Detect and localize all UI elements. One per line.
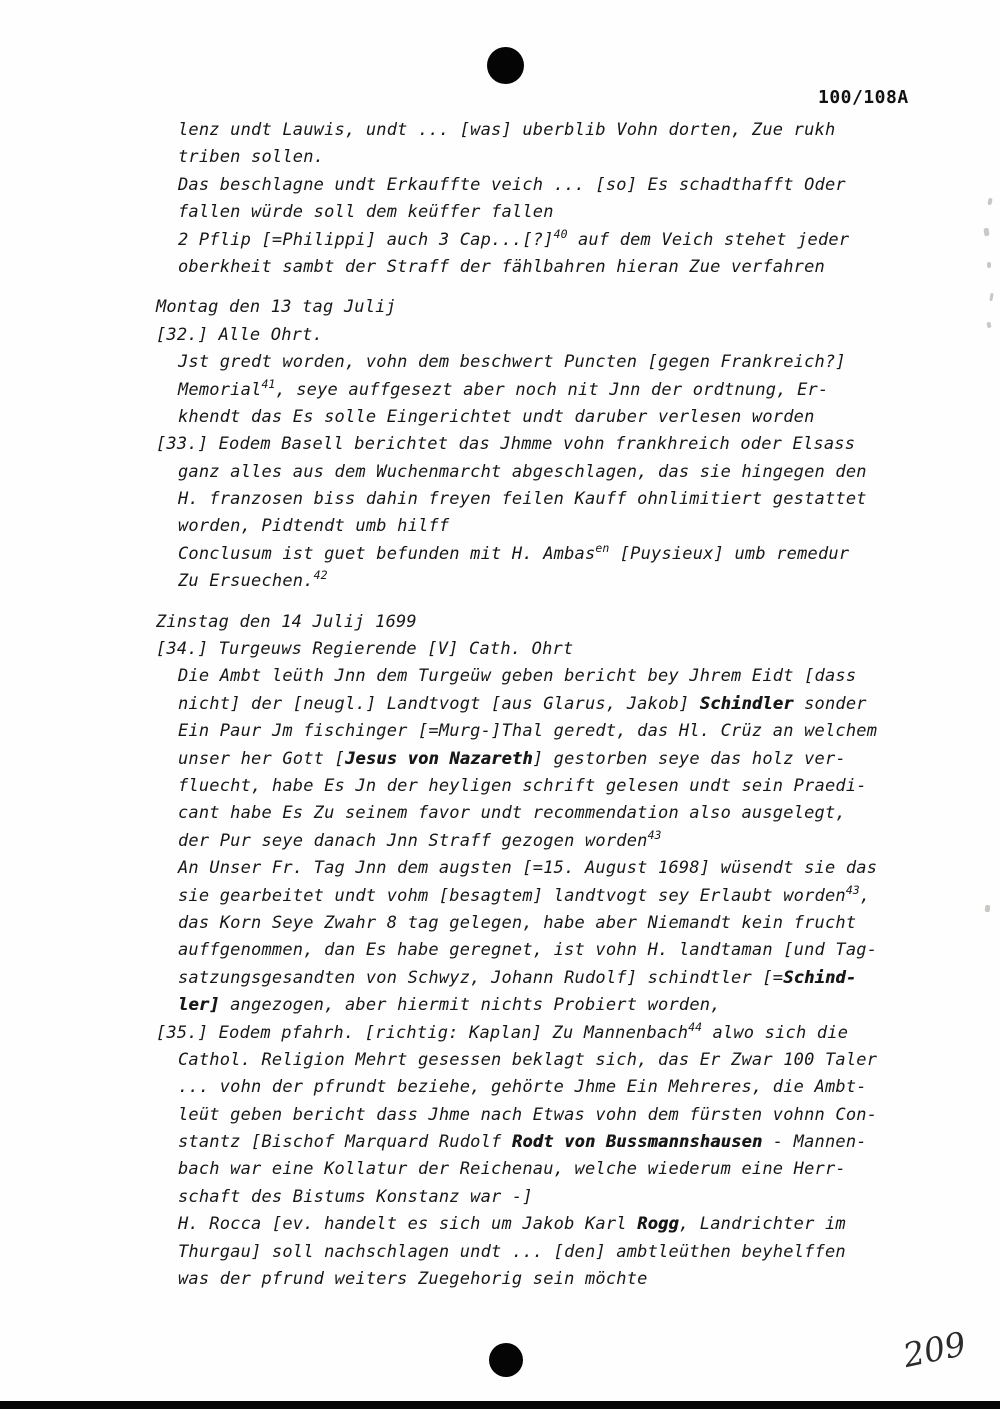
- text-segment: fluecht, habe Es Jn der heyligen schrift gelesen undt sein Praedi-: [178, 775, 867, 796]
- scan-edge-strip: [0, 1401, 1000, 1409]
- text-segment: [32.] Alle Ohrt.: [156, 324, 323, 345]
- text-segment: bach war eine Kollatur der Reichenau, welche wiederum eine Herr-: [178, 1159, 846, 1180]
- text-segment: Schind-: [783, 967, 857, 988]
- text-line: [156, 172, 956, 199]
- text-segment: ] gestorben seye das holz ver-: [532, 748, 846, 769]
- text-block: [156, 117, 956, 281]
- text-line: [156, 992, 956, 1019]
- text-segment: sonder: [793, 693, 867, 714]
- text-segment: lenz undt Lauwis, undt ... [was] uberblib Vohn dorten, Zue rukh: [178, 120, 836, 140]
- text-segment: 2 Pflip [=Philippi] auch 3 Cap...[?]: [178, 229, 554, 250]
- footnote-marker: 43: [845, 882, 860, 897]
- footnote-marker: 43: [647, 827, 662, 842]
- text-line: [156, 1129, 956, 1156]
- footnote-marker: 41: [261, 376, 276, 391]
- text-segment: oberkheit sambt der Straff der fählbahren hieran Zue verfahren: [178, 256, 825, 277]
- text-segment: Zinstag den 14 Julij 1699: [156, 611, 417, 632]
- text-segment: [Puysieux] umb remedur: [609, 543, 850, 564]
- text-segment: nicht] der [neugl.] Landtvogt [aus Glarus, Jakob]: [178, 693, 700, 714]
- text-segment: leüt geben bericht dass Jhme nach Etwas vohn dem fürsten vohnn Con-: [178, 1104, 878, 1125]
- text-line: [156, 1102, 956, 1129]
- text-segment: stantz [Bischof Marquard Rudolf: [178, 1132, 512, 1153]
- text-segment: Das beschlagne undt Erkauffte veich ... [so] Es schadthafft Oder: [178, 174, 846, 195]
- text-line: [156, 663, 956, 690]
- text-segment: Cathol. Religion Mehrt gesessen beklagt sich, das Er Zwar 100 Taler: [178, 1049, 878, 1070]
- text-segment: der Pur seye danach Jnn Straff gezogen worden: [178, 830, 648, 851]
- text-segment: worden, Pidtendt umb hilff: [178, 516, 450, 537]
- text-line: [156, 144, 956, 171]
- text-segment: sie gearbeitet undt vohm [besagtem] landtvogt sey Erlaubt worden: [178, 885, 846, 906]
- text-segment: H. Rocca [ev. handelt es sich um Jakob Karl: [178, 1214, 638, 1235]
- text-line: [156, 322, 956, 349]
- text-segment: Jesus von Nazareth: [344, 748, 533, 769]
- scan-speck: [987, 262, 991, 268]
- text-segment: Montag den 13 tag Julij: [156, 297, 397, 318]
- text-line: [156, 965, 956, 992]
- text-segment: was der pfrund weiters Zuegehorig sein möchte: [178, 1269, 648, 1290]
- text-line: [156, 883, 956, 910]
- text-line: [156, 513, 956, 540]
- scan-speck: [985, 905, 991, 912]
- text-segment: schaft des Bistums Konstanz war -]: [178, 1186, 533, 1207]
- text-line: [156, 377, 956, 404]
- text-line: [156, 1211, 956, 1238]
- document-text: [156, 117, 956, 1293]
- text-line: [156, 718, 956, 745]
- text-line: [156, 1020, 956, 1047]
- text-segment: alwo sich die: [702, 1022, 849, 1043]
- text-line: [156, 910, 956, 937]
- footnote-marker: 42: [313, 568, 328, 583]
- scan-speck: [987, 198, 993, 206]
- text-segment: Zu Ersuechen.: [178, 571, 314, 592]
- text-line: [156, 800, 956, 827]
- text-segment: Die Ambt leüth Jnn dem Turgeüw geben bericht bey Jhrem Eidt [dass: [178, 666, 857, 687]
- footnote-marker: 40: [553, 226, 568, 241]
- text-segment: ... vohn der pfrundt beziehe, gehörte Jhme Ein Mehreres, die Ambt-: [178, 1077, 867, 1098]
- text-line: [156, 855, 956, 882]
- text-line: [156, 199, 956, 226]
- text-segment: khendt das Es solle Eingerichtet undt daruber verlesen worden: [178, 406, 815, 427]
- text-segment: auf dem Veich stehet jeder: [567, 229, 850, 250]
- text-segment: Rogg: [637, 1214, 679, 1235]
- text-segment: fallen würde soll dem keüffer fallen: [178, 202, 554, 223]
- text-segment: angezogen, aber hiermit nichts Probiert worden,: [219, 995, 721, 1016]
- text-line: [156, 541, 956, 568]
- text-segment: Thurgau] soll nachschlagen undt ... [den] ambtleüthen beyhelffen: [178, 1241, 846, 1262]
- text-segment: Conclusum ist guet befunden mit H. Ambas: [178, 543, 596, 564]
- text-segment: - Mannen-: [762, 1132, 867, 1153]
- punch-hole-top: [487, 47, 524, 84]
- text-line: [156, 294, 956, 321]
- footnote-marker: 44: [688, 1019, 703, 1034]
- text-segment: triben sollen.: [178, 147, 325, 168]
- text-segment: das Korn Seye Zwahr 8 tag gelegen, habe aber Niemandt kein frucht: [178, 912, 857, 933]
- text-line: [156, 568, 956, 595]
- text-segment: satzungsgesandten von Schwyz, Johann Rudolf] schindtler [=: [178, 967, 784, 988]
- text-segment: , Landrichter im: [678, 1214, 846, 1235]
- text-segment: Schindler: [699, 693, 794, 714]
- text-line: [156, 404, 956, 431]
- text-line: [156, 1156, 956, 1183]
- text-line: [156, 1074, 956, 1101]
- text-line: [156, 349, 956, 376]
- scan-speck: [986, 322, 991, 329]
- text-segment: auffgenommen, dan Es habe geregnet, ist vohn H. landtaman [und Tag-: [178, 940, 878, 961]
- text-segment: cant habe Es Zu seinem favor undt recommendation also ausgelegt,: [178, 803, 846, 824]
- text-line: [156, 1047, 956, 1074]
- scan-speck: [989, 293, 993, 301]
- text-segment: ler]: [178, 995, 220, 1016]
- text-line: [156, 746, 956, 773]
- folio-number: 209: [899, 1323, 970, 1376]
- text-line: [156, 937, 956, 964]
- text-segment: unser her Gott [: [178, 748, 345, 769]
- text-line: [156, 486, 956, 513]
- page-number: 100/108A: [818, 87, 909, 108]
- text-segment: , seye auffgesezt aber noch nit Jnn der ordtnung, Er-: [275, 379, 829, 400]
- text-segment: [34.] Turgeuws Regierende [V] Cath. Ohrt: [156, 639, 574, 660]
- text-line: [156, 773, 956, 800]
- punch-hole-bottom: [489, 1343, 523, 1377]
- text-line: [156, 117, 956, 144]
- text-segment: Rodt von Bussmannshausen: [511, 1132, 763, 1153]
- text-line: [156, 609, 956, 636]
- text-line: [156, 459, 956, 486]
- text-line: [156, 828, 956, 855]
- text-segment: Memorial: [178, 379, 262, 400]
- text-line: [156, 636, 956, 663]
- text-line: [156, 1266, 956, 1293]
- text-segment: An Unser Fr. Tag Jnn dem augsten [=15. August 1698] wüsendt sie das: [178, 858, 878, 879]
- text-line: [156, 254, 956, 281]
- text-line: [156, 431, 956, 458]
- text-segment: Ein Paur Jm fischinger [=Murg-]Thal geredt, das Hl. Crüz an welchem: [178, 721, 878, 742]
- text-line: [156, 1239, 956, 1266]
- text-block: [156, 609, 956, 1294]
- text-block: [156, 294, 956, 595]
- footnote-marker: en: [595, 540, 610, 555]
- text-line: [156, 227, 956, 254]
- text-segment: Jst gredt worden, vohn dem beschwert Puncten [gegen Frankreich?]: [178, 352, 846, 373]
- text-line: [156, 1184, 956, 1211]
- text-segment: ganz alles aus dem Wuchenmarcht abgeschlagen, das sie hingegen den: [178, 461, 867, 482]
- text-segment: [33.] Eodem Basell berichtet das Jhmme vohn frankhreich oder Elsass: [156, 434, 856, 455]
- scan-speck: [983, 228, 989, 237]
- text-segment: ,: [859, 885, 871, 906]
- text-line: [156, 691, 956, 718]
- text-segment: [35.] Eodem pfahrh. [richtig: Kaplan] Zu Mannenbach: [156, 1022, 689, 1043]
- text-segment: H. franzosen biss dahin freyen feilen Kauff ohnlimitiert gestattet: [178, 489, 867, 510]
